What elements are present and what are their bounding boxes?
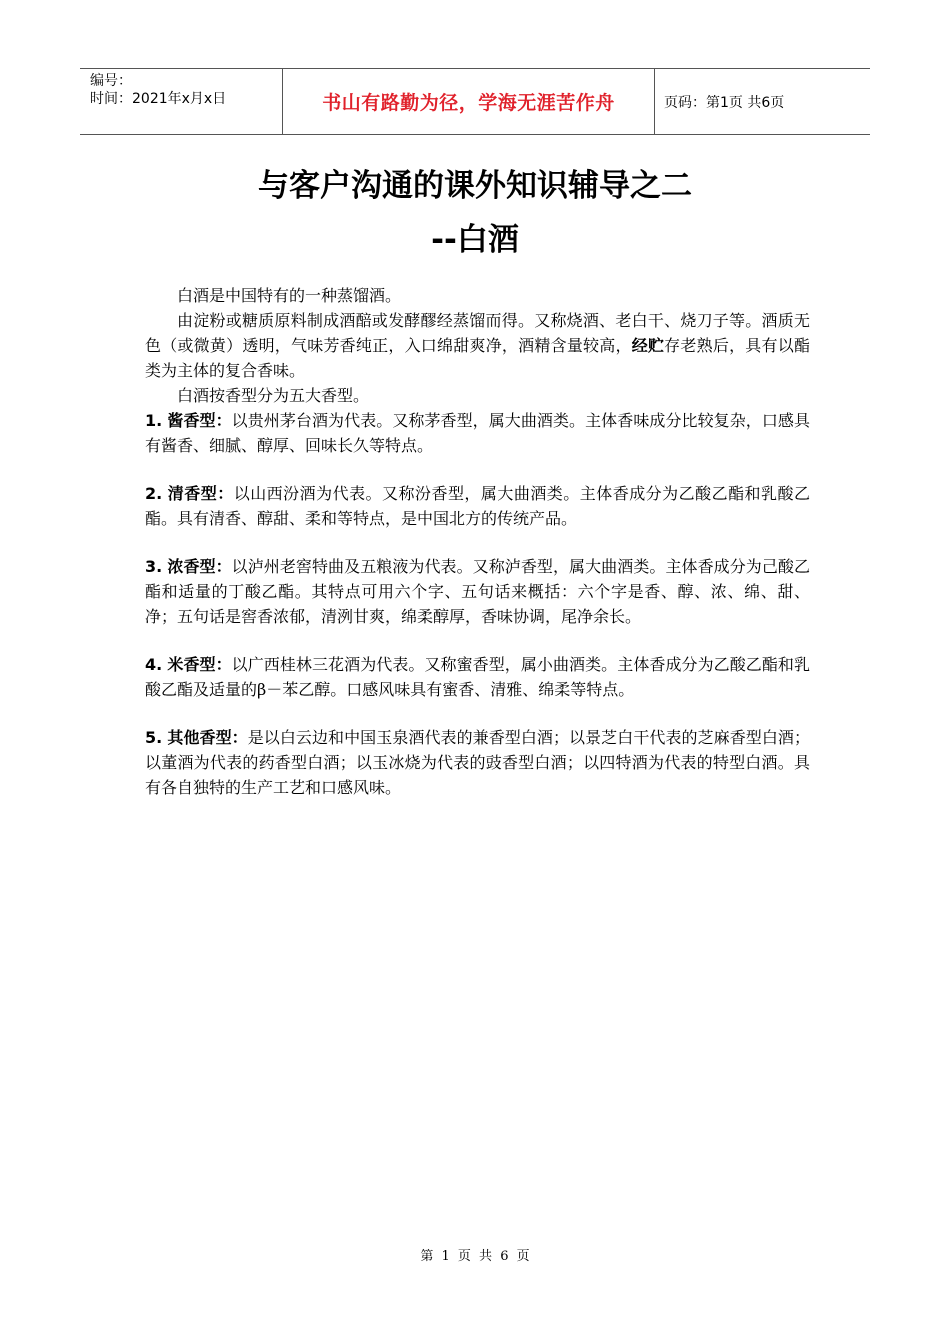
item-heading: 米香型： <box>167 655 232 674</box>
list-item <box>145 554 810 629</box>
intro-text-continued: 存老熟后，具有以酯类为主体的复合香味。 <box>145 336 810 380</box>
header-motto: 书山有路勤为径，学海无涯苦作舟 <box>282 69 655 134</box>
intro-paragraph-2 <box>145 308 810 383</box>
intro-text: 由淀粉或糖质原料制成酒醅或发酵醪经蒸馏而得。又称烧酒、老白干、烧刀子等。酒质无色（或微黄）透明，气味芳香纯正，入口绵甜爽净，酒精含量较高， <box>145 311 810 355</box>
item-text: 以山西汾酒为代表。又称汾香型，属大曲酒类。主体香成分为乙酸乙酯和乳酸乙酯。具有清香、醇甜、柔和等特点，是中国北方的传统产品。 <box>145 484 810 528</box>
list-item <box>145 652 810 702</box>
item-number: 3. <box>145 557 163 576</box>
item-text: 以广西桂林三花酒为代表。又称蜜香型，属小曲酒类。主体香成分为乙酸乙酯和乳酸乙酯及适量的β－苯乙醇。口感风味具有蜜香、清雅、绵柔等特点。 <box>145 655 810 699</box>
item-text: 以贵州茅台酒为代表。又称茅香型，属大曲酒类。主体香味成分比较复杂，口感具有酱香、细腻、醇厚、回味长久等特点。 <box>145 411 810 455</box>
document-header <box>80 68 870 135</box>
header-meta <box>80 69 282 134</box>
item-number: 2. <box>145 484 163 503</box>
intro-paragraph-3: 白酒按香型分为五大香型。 <box>177 386 370 405</box>
list-item <box>145 481 810 531</box>
document-title: 与客户沟通的课外知识辅导之二 <box>258 168 692 204</box>
number-label: 编号： <box>90 73 132 89</box>
list-item <box>145 408 810 458</box>
header-page-info: 页码：第1页 共6页 <box>664 94 785 111</box>
intro-bold-text: 经贮 <box>631 336 665 355</box>
item-heading: 浓香型： <box>167 557 232 576</box>
document-body <box>145 283 810 823</box>
item-text: 以泸州老窖特曲及五粮液为代表。又称泸香型，属大曲酒类。主体香成分为己酸乙酯和适量的丁酸乙酯。其特点可用六个字、五句话来概括：六个字是香、醇、浓、绵、甜、净；五句话是窖香浓郁，清洌甘爽，绵柔醇厚，香味协调，尾净余长。 <box>145 557 810 626</box>
item-number: 5. <box>145 728 163 747</box>
item-text: 是以白云边和中国玉泉酒代表的兼香型白酒；以景芝白干代表的芝麻香型白酒；以董酒为代表的药香型白酒；以玉冰烧为代表的豉香型白酒；以四特酒为代表的特型白酒。具有各自独特的生产工艺和口感风味。 <box>145 728 810 797</box>
document-subtitle: --白酒 <box>431 222 519 258</box>
item-heading: 清香型： <box>167 484 234 503</box>
list-item <box>145 725 810 800</box>
item-number: 1. <box>145 411 163 430</box>
date-label: 时间：2021年x月x日 <box>90 91 227 107</box>
item-heading: 其他香型： <box>167 728 248 747</box>
page-footer: 第 1 页 共 6 页 <box>420 1249 530 1264</box>
item-number: 4. <box>145 655 163 674</box>
item-heading: 酱香型： <box>167 411 232 430</box>
intro-paragraph-1: 白酒是中国特有的一种蒸馏酒。 <box>177 286 402 305</box>
